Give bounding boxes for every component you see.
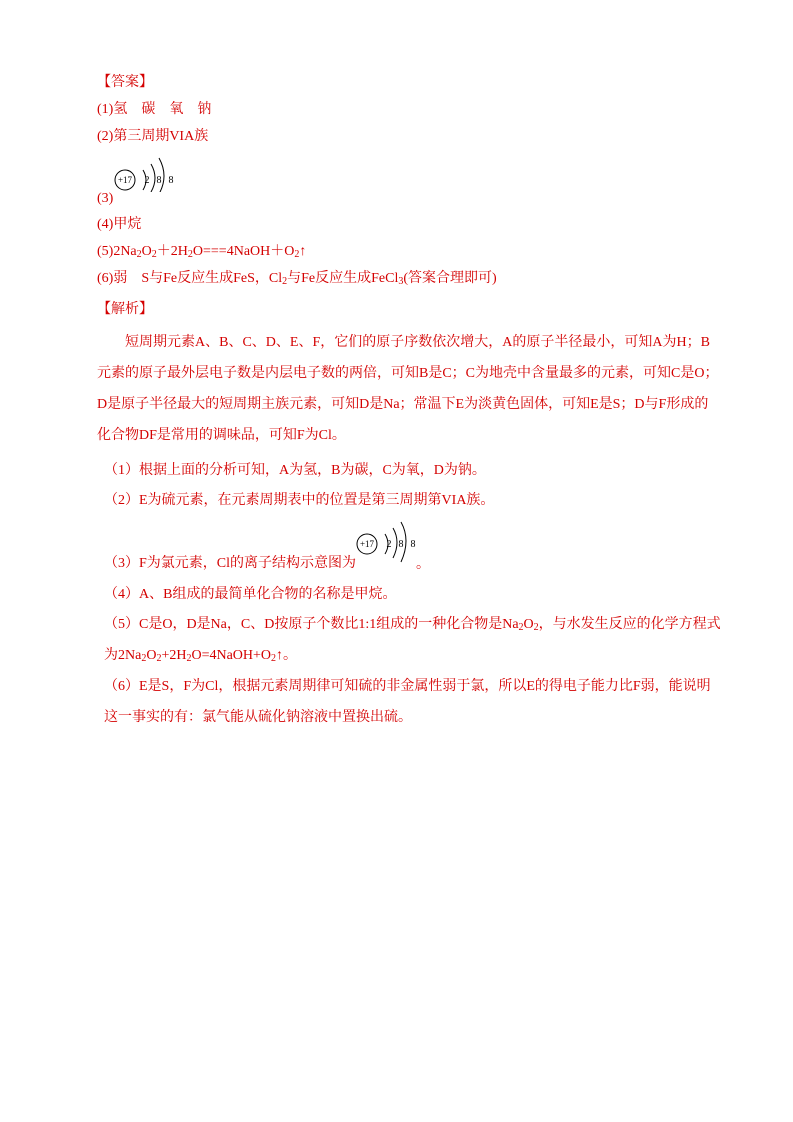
analysis-sub-3-end: 。 xyxy=(416,557,430,572)
s5-sub: 2 xyxy=(271,653,277,664)
analysis-sub-3-text: （3）F为氯元素，Cl的离子结构示意图为 xyxy=(104,556,357,571)
q6-text: (答案合理即可) xyxy=(403,271,497,286)
q5-sub: 2 xyxy=(294,249,300,260)
atom-shell-3: 8 xyxy=(168,175,174,186)
s5-sub: 2 xyxy=(141,653,147,664)
atom-structure-diagram-1 xyxy=(113,152,183,192)
analysis-sub-2: （2）E为硫元素，在元素周期表中的位置是第三周期第VIA族。 xyxy=(104,493,495,508)
s5-sub: 2 xyxy=(186,653,192,664)
s5-sub: 2 xyxy=(156,653,162,664)
q6-text: 与Fe反应生成FeCl xyxy=(287,271,399,286)
s5-text: +2H xyxy=(161,648,187,663)
analysis-paragraph-1: 短周期元素A、B、C、D、E、F，它们的原子序数依次增大，A的原子半径最小，可知A为H；B元素的原子最外层电子数是内层电子数的两倍，可知B是C；C为地壳中含量最多的元素，可知C是O；D是原子半径最大的短周期主族元素，可知D是Na；常温下E为淡黄色固体，可知E是S；D与F形成的化合物DF是常用的调味品，可知F为Cl。 xyxy=(97,335,719,443)
s5-text: O xyxy=(523,617,534,632)
answer-q3-label: (3) xyxy=(97,191,114,206)
q5-text: O xyxy=(141,244,152,259)
atom-shell-2: 8 xyxy=(156,175,162,186)
atom-shell-1: 2 xyxy=(144,175,150,186)
analysis-heading: 【解析】 xyxy=(97,302,153,317)
q5-sub: 2 xyxy=(136,249,142,260)
q5-text: ＋2H xyxy=(156,244,188,259)
atom-shell-3: 8 xyxy=(410,539,416,550)
answer-q4: (4)甲烷 xyxy=(97,217,142,232)
q5-text: O===4NaOH＋O xyxy=(192,244,295,259)
s5-text: ↑。 xyxy=(276,648,298,663)
q6-sub: 2 xyxy=(282,276,288,287)
s5-text: ，与水发生反应的化学方程式为2Na xyxy=(104,617,721,663)
s5-sub: 2 xyxy=(533,622,539,633)
q5-text: (5)2Na xyxy=(97,244,137,259)
analysis-sub-6: （6）E是S，F为Cl，根据元素周期律可知硫的非金属性弱于氯，所以E的得电子能力比F弱，能说明这一事实的有：氯气能从硫化钠溶液中置换出硫。 xyxy=(104,679,711,725)
atom-shell-1: 2 xyxy=(386,539,392,550)
answer-q6 xyxy=(97,270,497,288)
q6-sub: 3 xyxy=(398,276,404,287)
atom-structure-diagram-2 xyxy=(355,520,425,564)
answer-heading: 【答案】 xyxy=(97,75,153,90)
answer-q1: (1)氢 碳 氧 钠 xyxy=(97,102,212,117)
s5-sub: 2 xyxy=(518,622,524,633)
atom-shell-2: 8 xyxy=(398,539,404,550)
answer-q5 xyxy=(97,243,306,261)
analysis-sub-1: （1）根据上面的分析可知，A为氢，B为碳，C为氧，D为钠。 xyxy=(104,463,486,478)
analysis-sub-5 xyxy=(104,609,722,671)
s5-text: O xyxy=(146,648,157,663)
q5-text: ↑ xyxy=(299,244,307,259)
s5-text: O=4NaOH+O xyxy=(191,648,272,663)
atom-nucleus-label: +17 xyxy=(359,539,375,549)
answer-q2: (2)第三周期VIA族 xyxy=(97,129,209,144)
s5-text: （5）C是O，D是Na，C、D按原子个数比1:1组成的一种化合物是Na xyxy=(104,617,519,632)
atom-nucleus-label: +17 xyxy=(117,175,133,185)
analysis-sub-4: （4）A、B组成的最简单化合物的名称是甲烷。 xyxy=(104,587,397,602)
analysis-sub-3 xyxy=(104,555,356,573)
q5-sub: 2 xyxy=(151,249,157,260)
q6-text: (6)弱 S与Fe反应生成FeS，Cl xyxy=(97,271,283,286)
q5-sub: 2 xyxy=(187,249,193,260)
